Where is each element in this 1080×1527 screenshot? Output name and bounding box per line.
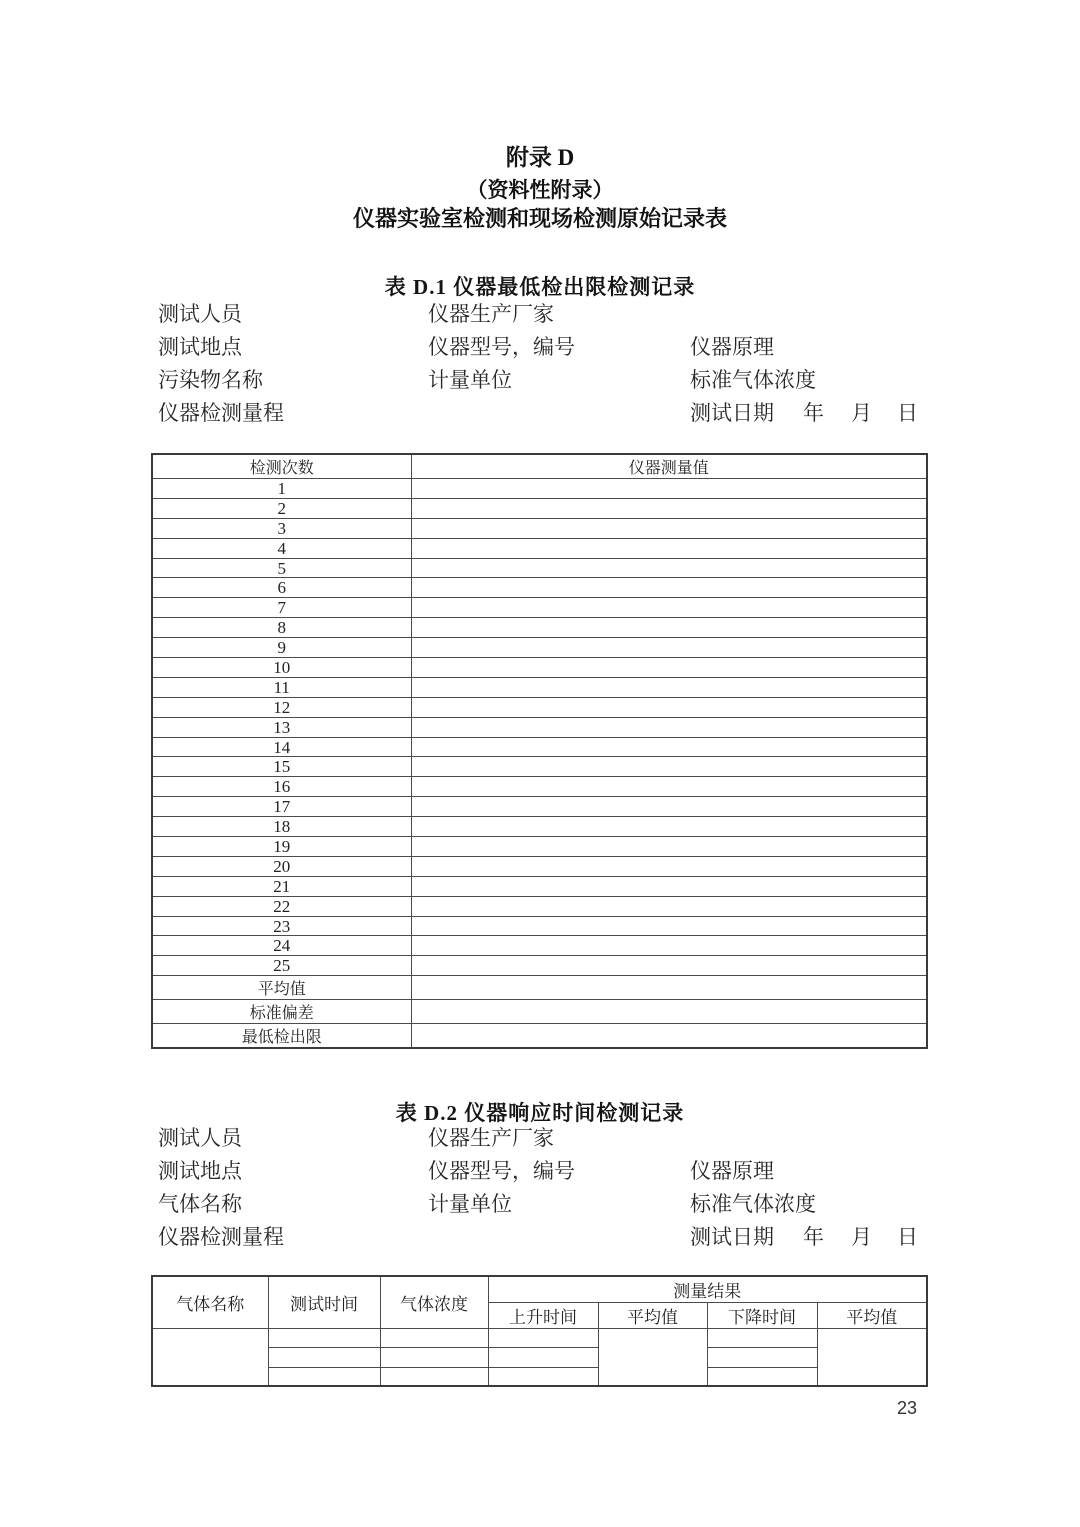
rise-time-cell — [488, 1367, 598, 1386]
row-label-cell: 15 — [152, 757, 411, 777]
measurement-cell — [411, 777, 927, 797]
table-row — [152, 677, 927, 697]
row-label-cell: 标准偏差 — [152, 1000, 411, 1024]
measurement-cell — [411, 896, 927, 916]
table-row — [152, 916, 927, 936]
detection-limit-table — [151, 453, 928, 1049]
table-row — [152, 876, 927, 896]
measurement-cell — [411, 916, 927, 936]
fall-time-cell — [707, 1348, 817, 1367]
measurement-cell — [411, 618, 927, 638]
measurement-cell — [411, 837, 927, 857]
field-label-range: 仪器检测量程 — [158, 401, 284, 425]
field-label-manufacturer: 仪器生产厂家 — [428, 1126, 554, 1150]
row-label-cell: 24 — [152, 936, 411, 956]
measurement-cell — [411, 876, 927, 896]
measurement-cell — [411, 956, 927, 976]
field-label-unit: 计量单位 — [428, 368, 512, 392]
row-label-cell: 20 — [152, 856, 411, 876]
row-label-cell: 16 — [152, 777, 411, 797]
table-row — [152, 737, 927, 757]
table-d1-caption: 表 D.1 仪器最低检出限检测记录 — [384, 275, 696, 299]
header-measurement-result: 测量结果 — [488, 1276, 927, 1303]
measurement-cell — [411, 638, 927, 658]
table-row — [152, 956, 927, 976]
row-label-cell: 21 — [152, 876, 411, 896]
appendix-type-note: （资料性附录） — [466, 178, 614, 202]
field-label-month: 月 — [851, 1225, 872, 1249]
measurement-cell — [411, 498, 927, 518]
table-row — [152, 658, 927, 678]
header-fall-average: 平均值 — [817, 1303, 927, 1329]
row-label-cell: 3 — [152, 518, 411, 538]
measurement-cell — [411, 578, 927, 598]
header-rise-average: 平均值 — [598, 1303, 707, 1329]
header-gas-concentration: 气体浓度 — [380, 1276, 488, 1329]
table-row — [152, 598, 927, 618]
gas-concentration-cell — [380, 1367, 488, 1386]
row-label-cell: 13 — [152, 717, 411, 737]
row-label-cell: 9 — [152, 638, 411, 658]
table-row-average — [152, 976, 927, 1000]
rise-average-cell — [598, 1329, 707, 1387]
measurement-cell — [411, 797, 927, 817]
rise-time-cell — [488, 1348, 598, 1367]
field-label-location: 测试地点 — [158, 1159, 242, 1183]
appendix-heading: 仪器实验室检测和现场检测原始记录表 — [352, 206, 727, 231]
table-row — [152, 757, 927, 777]
row-label-cell: 10 — [152, 658, 411, 678]
field-label-year: 年 — [803, 401, 824, 425]
field-label-day: 日 — [897, 401, 918, 425]
row-label-cell: 19 — [152, 837, 411, 857]
table-d2-caption: 表 D.2 仪器响应时间检测记录 — [395, 1101, 685, 1125]
table-row — [152, 896, 927, 916]
row-label-cell: 25 — [152, 956, 411, 976]
table-row — [152, 638, 927, 658]
table-header-row — [152, 1276, 927, 1303]
table-row — [152, 777, 927, 797]
measurement-cell — [411, 658, 927, 678]
row-label-cell: 2 — [152, 498, 411, 518]
table-row — [152, 717, 927, 737]
measurement-cell — [411, 1024, 927, 1049]
table-row — [152, 1348, 927, 1367]
table-row — [152, 797, 927, 817]
row-label-cell: 23 — [152, 916, 411, 936]
row-label-cell: 5 — [152, 558, 411, 578]
measurement-cell — [411, 717, 927, 737]
field-label-manufacturer: 仪器生产厂家 — [428, 302, 554, 326]
fall-time-cell — [707, 1367, 817, 1386]
fall-average-cell — [817, 1329, 927, 1387]
measurement-cell — [411, 737, 927, 757]
test-time-cell — [268, 1348, 380, 1367]
test-time-cell — [268, 1367, 380, 1386]
field-label-model: 仪器型号，编号 — [428, 1159, 575, 1183]
field-label-tester: 测试人员 — [158, 302, 242, 326]
table-row — [152, 697, 927, 717]
table-row — [152, 538, 927, 558]
table-row-detection-limit — [152, 1024, 927, 1049]
measurement-cell — [411, 976, 927, 1000]
table-header-row — [152, 454, 927, 479]
measurement-cell — [411, 817, 927, 837]
table-row — [152, 817, 927, 837]
field-label-unit: 计量单位 — [428, 1192, 512, 1216]
field-label-range: 仪器检测量程 — [158, 1225, 284, 1249]
field-label-tester: 测试人员 — [158, 1126, 242, 1150]
row-label-cell: 17 — [152, 797, 411, 817]
fall-time-cell — [707, 1329, 817, 1348]
measurement-cell — [411, 697, 927, 717]
row-label-cell: 最低检出限 — [152, 1024, 411, 1049]
field-label-pollutant: 污染物名称 — [158, 368, 263, 392]
gas-concentration-cell — [380, 1329, 488, 1348]
appendix-label: 附录 D — [505, 145, 575, 170]
measurement-cell — [411, 1000, 927, 1024]
row-label-cell: 12 — [152, 697, 411, 717]
field-label-gas-name: 气体名称 — [158, 1192, 242, 1216]
table-row — [152, 1329, 927, 1348]
header-test-time: 测试时间 — [268, 1276, 380, 1329]
field-label-day: 日 — [897, 1225, 918, 1249]
row-label-cell: 6 — [152, 578, 411, 598]
test-time-cell — [268, 1329, 380, 1348]
row-label-cell: 11 — [152, 677, 411, 697]
header-detection-count: 检测次数 — [152, 454, 411, 479]
row-label-cell: 18 — [152, 817, 411, 837]
field-label-principle: 仪器原理 — [690, 335, 774, 359]
header-measurement-value: 仪器测量值 — [411, 454, 927, 479]
header-rise-time: 上升时间 — [488, 1303, 598, 1329]
table-row — [152, 837, 927, 857]
measurement-cell — [411, 677, 927, 697]
row-label-cell: 8 — [152, 618, 411, 638]
table-row — [152, 936, 927, 956]
measurement-cell — [411, 936, 927, 956]
field-label-test-date: 测试日期 — [690, 401, 774, 425]
measurement-cell — [411, 757, 927, 777]
measurement-cell — [411, 856, 927, 876]
row-label-cell: 7 — [152, 598, 411, 618]
measurement-cell — [411, 598, 927, 618]
table-row — [152, 518, 927, 538]
field-label-location: 测试地点 — [158, 335, 242, 359]
row-label-cell: 4 — [152, 538, 411, 558]
rise-time-cell — [488, 1329, 598, 1348]
row-label-cell: 1 — [152, 479, 411, 499]
measurement-cell — [411, 518, 927, 538]
gas-concentration-cell — [380, 1348, 488, 1367]
measurement-cell — [411, 538, 927, 558]
table-row-std-deviation — [152, 1000, 927, 1024]
table-row — [152, 856, 927, 876]
table-row — [152, 578, 927, 598]
field-label-std-gas: 标准气体浓度 — [690, 368, 816, 392]
row-label-cell: 14 — [152, 737, 411, 757]
page-number: 23 — [897, 1398, 918, 1418]
table-row — [152, 558, 927, 578]
field-label-model: 仪器型号，编号 — [428, 335, 575, 359]
table-row — [152, 618, 927, 638]
gas-name-cell — [152, 1329, 268, 1387]
table-row — [152, 498, 927, 518]
header-fall-time: 下降时间 — [707, 1303, 817, 1329]
measurement-cell — [411, 558, 927, 578]
header-gas-name: 气体名称 — [152, 1276, 268, 1329]
table-row — [152, 479, 927, 499]
field-label-std-gas: 标准气体浓度 — [690, 1192, 816, 1216]
field-label-test-date: 测试日期 — [690, 1225, 774, 1249]
row-label-cell: 22 — [152, 896, 411, 916]
field-label-principle: 仪器原理 — [690, 1159, 774, 1183]
table-row — [152, 1367, 927, 1386]
field-label-month: 月 — [851, 401, 872, 425]
row-label-cell: 平均值 — [152, 976, 411, 1000]
response-time-table — [151, 1275, 928, 1387]
measurement-cell — [411, 479, 927, 499]
field-label-year: 年 — [803, 1225, 824, 1249]
